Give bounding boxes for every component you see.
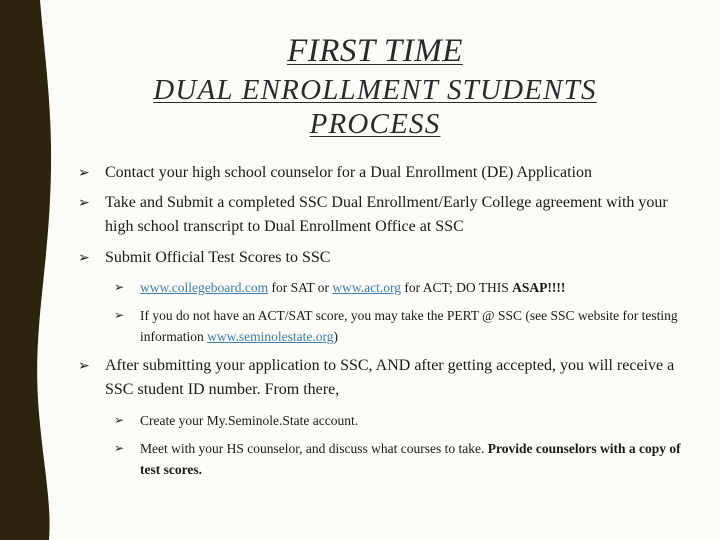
title-line-1: FIRST TIME xyxy=(287,33,463,69)
asap-emphasis: ASAP!!!! xyxy=(512,280,566,295)
sub-bullet-pert xyxy=(114,305,684,347)
seminolestate-link[interactable]: www.seminolestate.org xyxy=(207,329,334,344)
sub-bullet-score-sites xyxy=(114,277,684,298)
bullet-text: Take and Submit a completed SSC Dual Enrollment/Early College agreement with your high school transcript to Dual Enrollment Office at SSC xyxy=(105,194,668,235)
sub-bullet-meet-counselor xyxy=(114,438,689,480)
provide-scores-emphasis: Provide counselors with a copy of test scores. xyxy=(140,441,681,477)
bullet-text: Submit Official Test Scores to SSC xyxy=(105,249,331,266)
bullet-submit-agreement xyxy=(78,191,678,239)
sub-bullet-text: Create your My.Seminole.State account. xyxy=(140,413,359,428)
bullet-after-submitting xyxy=(78,354,678,402)
arrow-bullet-icon: ➢ xyxy=(114,413,125,427)
sub-bullet-text: If you do not have an ACT/SAT score, you may take the PERT @ SSC (see SSC website for testing information www.seminolestate.org) xyxy=(140,308,678,344)
decorative-wave-band xyxy=(0,0,58,540)
bullet-contact-counselor xyxy=(78,161,678,185)
arrow-bullet-icon: ➢ xyxy=(78,358,90,374)
sub-bullet-create-account xyxy=(114,410,684,431)
bullet-text: After submitting your application to SSC, AND after getting accepted, you will receive a SSC student ID number. From there, xyxy=(105,357,675,398)
collegeboard-link[interactable]: www.collegeboard.com xyxy=(140,280,269,295)
sub-bullet-text: www.collegeboard.com for SAT or www.act.org for ACT; DO THIS ASAP!!!! xyxy=(140,280,566,295)
title-line-2: DUAL ENROLLMENT STUDENTS xyxy=(153,74,597,106)
title-line-3: PROCESS xyxy=(309,108,441,140)
arrow-bullet-icon: ➢ xyxy=(114,441,125,455)
arrow-bullet-icon: ➢ xyxy=(114,308,125,322)
arrow-bullet-icon: ➢ xyxy=(78,250,90,266)
bullet-text: Contact your high school counselor for a Dual Enrollment (DE) Application xyxy=(105,164,592,181)
act-link[interactable]: www.act.org xyxy=(332,280,401,295)
bullet-submit-scores xyxy=(78,246,678,270)
arrow-bullet-icon: ➢ xyxy=(78,165,90,181)
arrow-bullet-icon: ➢ xyxy=(114,280,125,294)
arrow-bullet-icon: ➢ xyxy=(78,195,90,211)
sub-bullet-text: Meet with your HS counselor, and discuss what courses to take. Provide counselors with a copy of test scores. xyxy=(140,441,681,477)
